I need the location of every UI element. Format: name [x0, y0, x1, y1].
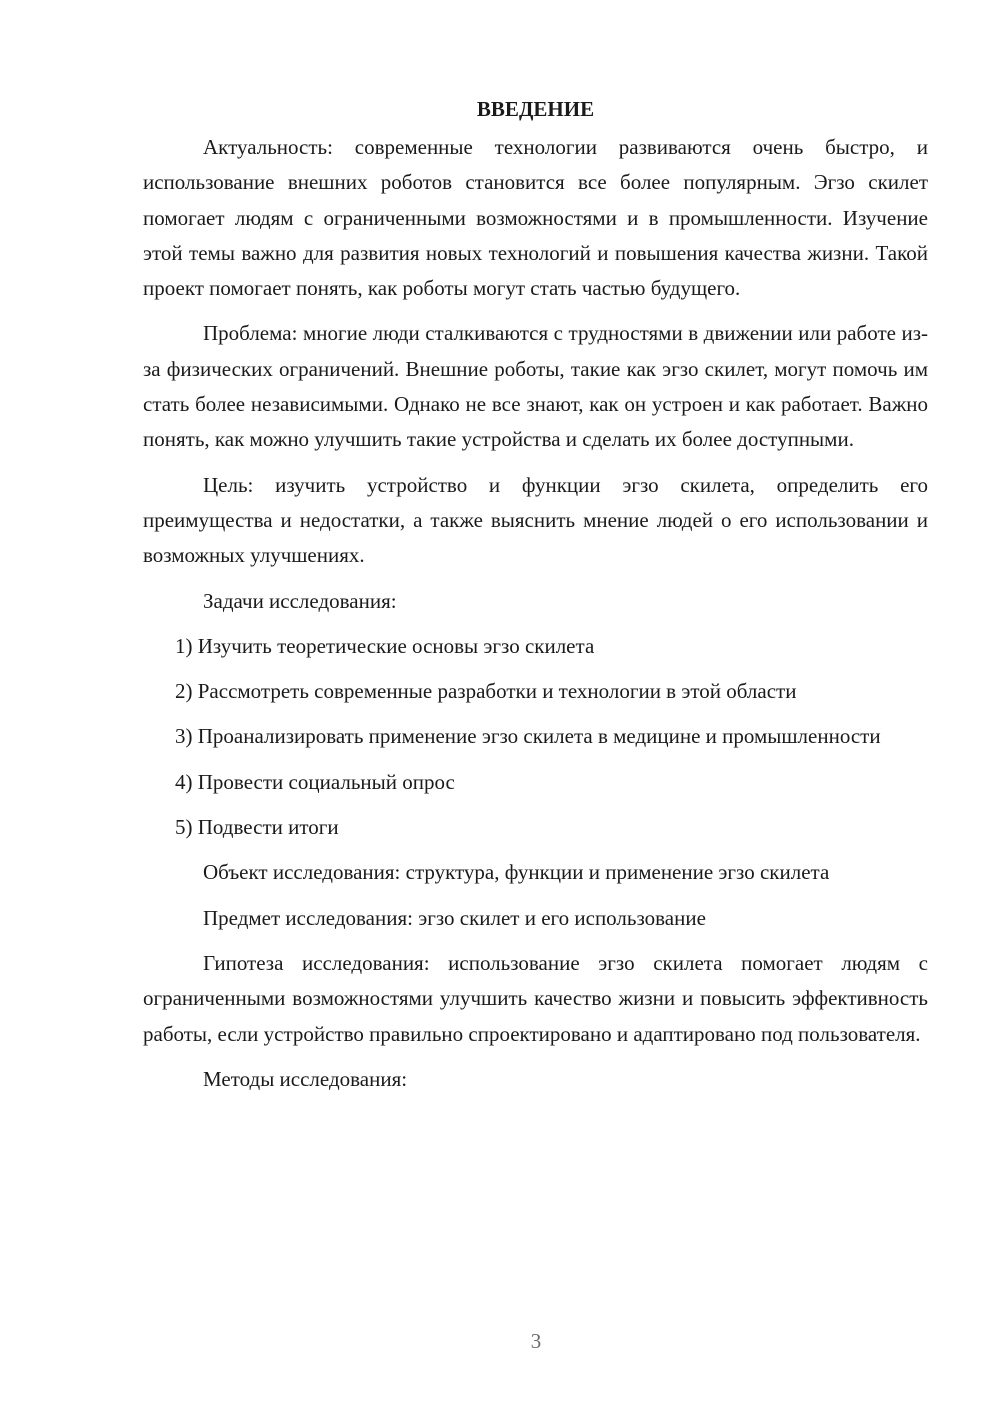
object-paragraph: Объект исследования: структура, функции и применение эгзо скилета: [203, 860, 830, 885]
hypothesis-paragraph: Гипотеза исследования: использование эгзо скилета помогает людям с ограниченными возможностями улучшить качество жизни и повысить эффективность работы, если устройство правильно спроектировано и адаптировано под пользователя.: [143, 950, 928, 1046]
task-item-5: 5) Подвести итоги: [175, 815, 339, 840]
document-page: [143, 92, 928, 1107]
task-item-3: 3) Проанализировать применение эгзо скилета в медицине и промышленности: [175, 724, 881, 749]
goal-paragraph: Цель: изучить устройство и функции эгзо скилета, определить его преимущества и недостатки, а также выяснить мнение людей о его использовании и возможных улучшениях.: [143, 472, 928, 568]
problem-paragraph: Проблема: многие люди сталкиваются с трудностями в движении или работе из-за физических ограничений. Внешние роботы, такие как эгзо скилет, могут помочь им стать более независимыми. Однако не все знают, как он устроен и как работает. Важно понять, как можно улучшить такие устройства и сделать их более доступными.: [143, 321, 928, 452]
subject-paragraph: Предмет исследования: эгзо скилет и его использование: [203, 905, 706, 930]
tasks-heading: Задачи исследования:: [203, 588, 397, 613]
relevance-paragraph: Актуальность: современные технологии развиваются очень быстро, и использование внешних роботов становится все более популярным. Эгзо скилет помогает людям с ограниченными возможностями и в промышленности. Изучение этой темы важно для развития новых технологий и повышения качества жизни. Такой проект помогает понять, как роботы могут стать частью будущего.: [143, 135, 928, 301]
page-number: 3: [530, 1329, 542, 1353]
task-item-2: 2) Рассмотреть современные разработки и технологии в этой области: [175, 679, 797, 704]
methods-heading: Методы исследования:: [203, 1066, 408, 1091]
section-title: ВВЕДЕНИЕ: [476, 97, 595, 121]
task-item-4: 4) Провести социальный опрос: [175, 769, 455, 794]
task-item-1: 1) Изучить теоретические основы эгзо скилета: [175, 633, 595, 658]
